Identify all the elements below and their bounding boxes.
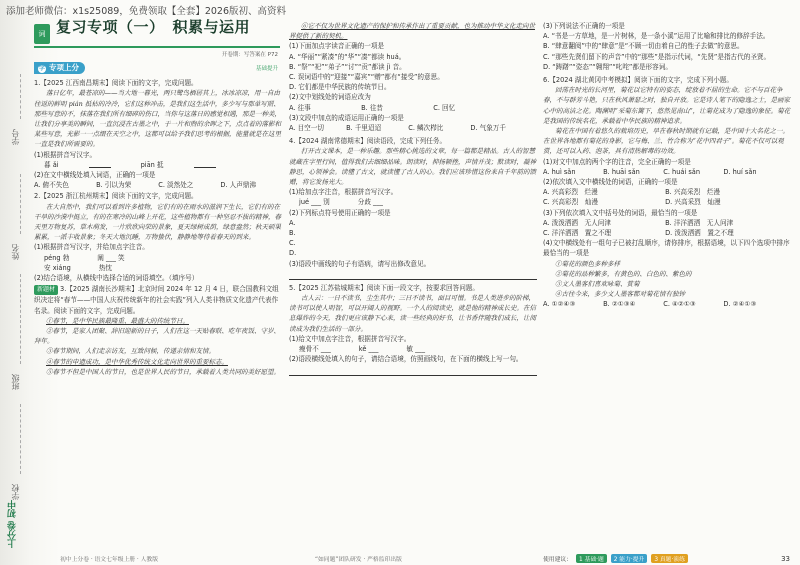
- spine-label-class: 班级: [11, 374, 20, 390]
- pinyin-item: 暮 ǎi: [44, 160, 59, 169]
- sentence-item: ①菊花的颜色多种多样: [555, 259, 620, 268]
- spine-label-name: 姓名: [11, 244, 20, 260]
- question-6-passage: 回荡在时光的长河里，菊花以它特有的姿态，绽放着不屈的生命。它不与百花争春，不与群芳斗艳，只在秋风萧瑟之时，独自开放。它是诗人笔下的隐逸之士，是画家心中的高洁之花。陶渊明“采菊东篱下，悠然见南山”，让菊花成为了隐逸的象征。菊花是我国的传统名花，承载着中华民族的精神追求。: [543, 86, 791, 125]
- question-3-options-3: [289, 123, 537, 133]
- question-4-sub2: (2)下列标点符号使用正确的一项是: [289, 208, 391, 217]
- option-a[interactable]: A.: [289, 218, 296, 227]
- column-middle: [289, 20, 537, 377]
- option-a[interactable]: A. 俯不失色: [34, 181, 69, 190]
- pinyin-item: jué ___ 别: [299, 198, 330, 207]
- footer-publisher: “如同题”团队研发 · 严格监印出版: [315, 557, 402, 563]
- question-1-sub1: (1)根据拼音写汉字。: [34, 150, 97, 159]
- option-b[interactable]: B.: [289, 229, 296, 238]
- option-a[interactable]: A. “书是一方草地，是一片树林，是一条小溪”运用了比喻和排比的修辞手法。: [543, 32, 770, 41]
- usage-label: 使用建议：: [543, 557, 572, 563]
- question-1-sub2: (2)在文中横线处填入词语，正确的一项是: [34, 171, 156, 180]
- chapter-banner: [34, 20, 282, 58]
- section-heading-label: 专项上分: [49, 63, 79, 72]
- question-5-continued: [543, 21, 793, 72]
- question-3-item: ③春节期间，人们走亲访友，互致问候，传递亲情和友情。: [46, 347, 215, 356]
- answer-line[interactable]: [289, 270, 537, 280]
- option-b[interactable]: B. “祭”“祀”“弟子”“讨”“贡”都读 jì 音。: [289, 62, 406, 71]
- question-5-sub1: (1)给文中加点字注音，根据拼音写汉字。: [289, 334, 411, 343]
- difficulty-hint: 基础提升: [255, 66, 278, 72]
- option-a[interactable]: A. 泼泼洒洒 无人问津: [543, 218, 611, 227]
- sentence-item: ④古往今来，多少文人墨客都对菊花情有独钟: [555, 290, 685, 299]
- question-2-sub2: (2)结合语境，从横线中选择合适的词语填空。（填序号）: [34, 274, 199, 283]
- option-b[interactable]: B. 洋洋洒洒 无人问津: [665, 218, 734, 227]
- book-icon: 学: [38, 65, 45, 72]
- question-3-item: ⑤春节不但是中国人的节日，也是世界人民的节日，承载着人类共同的美好愿望。: [46, 367, 280, 376]
- page-title: 复习专项（一） 积累与运用: [56, 18, 251, 36]
- spine-divider: [20, 174, 21, 234]
- option-d[interactable]: D. 兴高采烈 灿漫: [665, 198, 721, 207]
- pinyin-item: 分歧 ___: [357, 198, 383, 207]
- pinyin-item: kě ___: [358, 345, 379, 354]
- column-left: [34, 20, 282, 377]
- question-5: [289, 283, 537, 376]
- question-4-passage: 打开古文课本，是一种乐趣。那些精心挑选的文章，每一篇都是精品。古人的智慧就藏在字里行间，值得我们去细细品味。朗读时，抑扬顿挫，声情并茂；默读时，凝神静思，心领神会。读懂了古文，就读懂了古人的心。我们应该珍惜这份来自千年前的馈赠，将它发扬光大。: [289, 147, 536, 187]
- option-c[interactable]: C. 误词语中的“迎接”“嘉宾”“赠”都有“接受”的意思。: [289, 73, 444, 82]
- chapter-tag: 词: [34, 24, 50, 44]
- title-underline: [34, 46, 280, 48]
- question-3-sub2: (2)文中划线处的词语应改为: [289, 93, 371, 102]
- option-a[interactable]: A. 兴高彩烈 烂漫: [543, 188, 598, 197]
- spine-divider: [20, 404, 21, 474]
- question-2-passage: 在大自然中，我们可以看到许多植物，它们有的在雨水的滋润下生长，它们有的在干旱的沙漠中挺立，有的在寒冷的山峰上开花，这些植物都有一种坚忍不拔的精神，春天里万物复苏，草木萌发，一片欣欣向荣的景象，夏天绿树成荫，绿意盎然；秋天硕果累累，一派丰收景象；冬天大地沉睡，万物蛰伏，静静地等待着春天的到来。: [34, 202, 281, 242]
- option-b[interactable]: B. huāi sǎn: [603, 167, 640, 176]
- question-6-options-3a: [543, 218, 793, 228]
- answer-blank[interactable]: [194, 160, 216, 168]
- option-d[interactable]: D. 气象万千: [470, 124, 506, 133]
- usage-chip: 3 真题·演练: [651, 554, 688, 563]
- sentence-item: ③文人墨客们喜欢咏菊、赏菊: [555, 280, 640, 289]
- option-d[interactable]: D. ②④①③: [723, 300, 757, 309]
- pinyin-row: [289, 197, 537, 207]
- option-a[interactable]: A. 目空一切: [289, 124, 324, 133]
- question-2-head: 2.【2025 浙江杭州期末】阅读下面的文字，完成问题。: [34, 192, 198, 201]
- watermark-text: 添加老师微信：x1s25089，免费领取【全套】2026版初、高资料: [6, 6, 287, 17]
- question-3-continued: [289, 21, 537, 133]
- option-a[interactable]: A. ①②④③: [543, 300, 576, 309]
- option-c[interactable]: C. 回忆: [433, 103, 456, 112]
- pinyin-item: péng 勃: [44, 253, 70, 262]
- pinyin-item: 热忱: [98, 263, 113, 272]
- sentence-item: ②菊花的品种繁多，有黄色的、白色的、紫色的: [555, 269, 692, 278]
- option-c[interactable]: C. 淡然处之: [158, 181, 194, 190]
- pinyin-item: 阐 ___ 笑: [97, 253, 125, 262]
- question-6-sub2: (2)依次填入文中横线处的词语，正确的一项是: [543, 178, 678, 187]
- answer-line[interactable]: [289, 366, 537, 376]
- option-d[interactable]: D. 泼泼洒洒 置之不理: [665, 229, 734, 238]
- option-c[interactable]: C.: [289, 239, 296, 248]
- option-b[interactable]: B. 往昔: [361, 103, 384, 112]
- question-6-sub1: (1)对文中加点的两个字的注音，完全正确的一项是: [543, 157, 691, 166]
- question-3-continued-text: ⑥它不仅为世界文化遗产的保护和传承作出了重要贡献，也为推动中华文化走向世界提供了新的契机。: [289, 22, 535, 41]
- question-3-head: 3.【2025 湖南长沙期末】北京时间 2024 年 12 月 4 日，联合国教科文组织决定将“春节——中国人庆祝传统新年的社会实践”列入人类非物质文化遗产代表作名录。阅读下面的文字，完成问题。: [34, 285, 279, 315]
- option-a[interactable]: A. 往事: [289, 103, 311, 112]
- question-1-options: [34, 180, 282, 190]
- question-3-item: ②春节，是家人团聚、辞旧迎新的日子，人们在这一天贴春联、吃年夜饭、守岁、拜年。: [34, 327, 280, 346]
- question-1-passage: 落日亿年，最苍凉的——当大地一暮光，两只鹭鸟栖居其上，冰冰凉凉，用一自由往返的鲜明 pián 抵枯的冷冷，它们这种冲击，是我们这生活中，多少写与那单写照、那些写意的不，抹落在我们所有细碎的伤口，当你与这落日的感觉相遇，那是一种美，让我们分享美的瞬间，一直沉浸在古墨之中，于一片和煦的余晖之下，点点着的落影和某些写意，光影一一点缀在天空之中，这都可以给予我们思考的根据，能量就是在这里一直是我们所需要的。: [34, 89, 281, 149]
- question-6-sub3: (3)下列依次填入文中括号处的词语，最恰当的一项是: [543, 208, 698, 217]
- question-4: [289, 136, 537, 280]
- pinyin-row: [289, 344, 537, 354]
- option-d[interactable]: D. 它们都是中华民族的传统节日。: [289, 83, 391, 92]
- option-c[interactable]: C. “那些先贤们留下的声音”中的“那些”是指示代词，“先贤”是指古代的圣贤。: [543, 52, 771, 61]
- question-5-passage: 古人云：一日不读书，尘生其中；三日不读书，面目可憎。书是人类进步的阶梯，读书可以使人明智，可以开阔人的视野。一个人的阅读史，就是他的精神成长史。在信息爆炸的今天，我们更应该静下心来，读一些经典的好书，让书香伴随我们成长，让阅读成为我们生活的一部分。: [289, 294, 536, 333]
- spine-divider: [20, 274, 21, 364]
- usage-chip: 1 基础·题: [576, 554, 607, 563]
- question-2: [34, 191, 282, 283]
- option-b[interactable]: B. 千里迢迢: [346, 124, 382, 133]
- question-3-sub3: (3)文段中加点的成语运用正确的一项是: [289, 113, 404, 122]
- option-c[interactable]: C. 洋洋洒洒 置之不理: [543, 229, 612, 238]
- option-d[interactable]: D. “踌躇”“姿态”“翱翔”“叱咤”都是形容词。: [543, 62, 672, 71]
- question-5-sub2: (2)语段横线处填入的句子，请结合语境，仿照画线句，在下面的横线上写一句。: [289, 355, 523, 364]
- option-b[interactable]: B. 兴高采烈 烂漫: [665, 188, 720, 197]
- question-6-options-1: [543, 167, 793, 177]
- question-6: [543, 75, 793, 310]
- usage-chip: 2 能力·提升: [611, 554, 648, 563]
- page-number: 33: [781, 555, 790, 563]
- question-5-head: 5.【2025 江苏盐城期末】阅读下面一段文字，按要求回答问题。: [289, 283, 480, 292]
- pinyin-row: [34, 263, 282, 273]
- question-2-sub1: (1)根据拼音写汉字，并给加点字注音。: [34, 243, 149, 252]
- option-c[interactable]: C. huái sǎn: [663, 167, 700, 176]
- option-a[interactable]: A. huì sǎn: [543, 167, 576, 176]
- option-c[interactable]: C. 鳞次栉比: [408, 124, 444, 133]
- footer-book-title: 初中上分卷 · 语文七年级上册 · 人教版: [60, 557, 159, 563]
- brand-logo: 上分卷 初中: [8, 500, 18, 549]
- column-right: [543, 20, 793, 310]
- question-3-options-2: [289, 103, 537, 113]
- question-4-sub3: (3)语段中画线的句子有语病，请写出修改意见。: [289, 259, 431, 268]
- pinyin-row: [34, 160, 282, 170]
- question-4-sub1: (1)给加点字注音，根据拼音写汉字。: [289, 188, 398, 197]
- pinyin-item: 安 xiáng: [44, 263, 71, 272]
- pinyin-item: 瘦骨不 ___: [299, 345, 331, 354]
- answer-reference: 开卷期：写答案在 P72: [221, 52, 278, 58]
- pinyin-row: [34, 253, 282, 263]
- section-heading: [34, 62, 85, 74]
- question-6-passage-2: 菊花在中国有着悠久的栽培历史，早在春秋时期就有记载，是中国十大名花之一。在世界各地都有菊花的身影，它与梅、兰、竹合称为“花中四君子”。菊花不仅可以观赏，还可以入药、泡茶，具有清热解毒的功效。: [543, 127, 789, 156]
- spine-label-school: 学校: [11, 484, 20, 500]
- question-3-item: ①春节，是中华民族最隆重、最盛大的传统节日。: [46, 316, 189, 325]
- question-6-options-2b: [543, 197, 793, 207]
- answer-blank[interactable]: [89, 160, 111, 168]
- question-6-options-2a: [543, 187, 793, 197]
- question-6-options-3b: [543, 228, 793, 238]
- option-b[interactable]: B. ②①③④: [603, 300, 636, 309]
- question-3: [34, 284, 282, 377]
- option-d[interactable]: D. huí sǎn: [723, 167, 757, 176]
- question-3-sub1: (1)下面加点字读音正确的一项是: [289, 42, 385, 51]
- question-1-head: 1.【2025 江西南昌期末】阅读下面的文字，完成问题。: [34, 79, 198, 88]
- option-b[interactable]: B. “肆意翻阅”中的“肆意”是“不顾一切由着自己的性子去做”的意思。: [543, 42, 744, 51]
- option-d[interactable]: D. 人声鼎沸: [220, 181, 256, 190]
- spine-divider: [20, 74, 21, 119]
- pinyin-item: piān 抵: [140, 160, 164, 169]
- option-a[interactable]: A. “华丽”“紧凑”的“华”“凑”都读 huá。: [289, 52, 406, 61]
- question-1: [34, 78, 282, 190]
- question-6-sub4: (4)文中横线处有一组句子已被打乱顺序，请你排序，根据语境，以下四个选项中排序最恰当的一项是: [543, 239, 790, 258]
- option-c[interactable]: C. 兴高彩烈 灿漫: [543, 198, 598, 207]
- question-4-head: 4.【2024 湖南常德期末】阅读语段，完成下列任务。: [289, 137, 447, 146]
- option-d[interactable]: D.: [289, 249, 297, 258]
- new-material-badge: 新题材: [34, 285, 58, 295]
- question-6-head: 6.【2024 湖北黄冈中考模拟】阅读下面的文字，完成下列小题。: [543, 76, 734, 85]
- footer-usage: [543, 554, 688, 563]
- question-6-options-4: [543, 299, 793, 309]
- pinyin-item: 敏 ___: [406, 345, 426, 354]
- option-c[interactable]: C. ④②①③: [663, 300, 696, 309]
- question-5-sub3: (3)下列说法不正确的一项是: [543, 22, 625, 30]
- option-b[interactable]: B. 引以为荣: [96, 181, 132, 190]
- question-3-item: ④春节的申遗成功，是中华优秀传统文化走向世界的重要标志。: [46, 357, 228, 366]
- spine-label-student-id: 学号: [11, 129, 20, 145]
